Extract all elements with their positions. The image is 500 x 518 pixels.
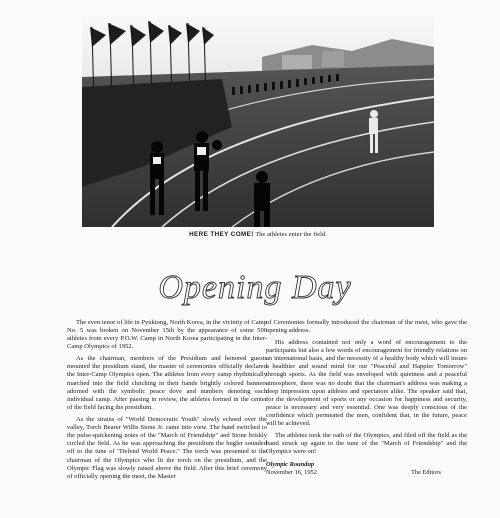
- paragraph: His address contained not only a word of encouragement to the participants but also a few words of encouragement for friendly relations on an international basis, and the necessity of a healthy body which will insure a healthier and sound mind for our "Peaceful and Happier Tomorrow" through sports. As the field was enveloped with quietness and a peaceful atmosphere, there was no doubt that the chairman's address was making a deep impression upon athletes and spectators alike. The speaker said that, for the development of sports or any occasion for happiness and security, peace is necessary and very essential. One was deeply conscious of the confidence which permeated the men, confident that, in the future, peace will be achieved.: [266, 338, 467, 428]
- title-graphic: [150, 262, 360, 310]
- article-column-right: [266, 319, 467, 481]
- paragraph: As the strains of "World Democratic Youth" slowly echoed over the valley, Torch Bearer Willis Stone Jr. came into view. The band switched to the pulse-quickening notes of the "March of Friendship" and Stone briskly circled the field. As he was approaching the presidium the bugler sounded off to the tune of "Defend World Peace." The torch was presented to the chairman of the Olympics who lit the torch on the presidium, and the Olympic Flag was slowly raised above the field. After this brief ceremony of officially opening the meet, the Master: [67, 415, 267, 480]
- title-text: Opening Day: [158, 269, 352, 306]
- article-title: [150, 262, 360, 310]
- caption-lead: HERE THEY COME!: [189, 231, 254, 238]
- caption-text: The athletes enter the field.: [255, 231, 327, 238]
- publication-date: November 16, 1952: [266, 468, 317, 476]
- paragraph: The athletes took the oath of the Olympics, and filed off the field as the band struck up again to the tune of the "March of Friendship" and the Olympics were on!: [266, 432, 467, 456]
- paragraph: The even tenor of life in Pyuktong, North Korea, in the vicinity of Camp No. 5 was broken on November 15th by the appearance of some 500 athletes from every P.O.W. Camp in North Korea participating in the Inter-Camp Olympics of 1952.: [67, 319, 267, 351]
- paragraph: As the chairman, members of the Presidium and honored guests mounted the presidium stand, the master of ceremonies officially declared the Inter-Camp Olympics open. The athletes from every camp rhythmically marched into the field clutching in their hands brightly colored banners adorned with the symbolic peace dove and numbers denoting each individual camp. After passing in review, the athletes formed in the center of the field facing the presidium.: [67, 355, 267, 412]
- photo-caption: [82, 231, 434, 238]
- article-column-left: [67, 319, 267, 484]
- signoff: [266, 461, 467, 481]
- photo-image: [82, 17, 434, 227]
- publication-name: Olympic Roundup: [266, 460, 315, 468]
- athletes-parade-photo: [82, 17, 434, 227]
- paragraph: of Ceremonies formally introduced the chairman of the meet, who gave the opening address.: [266, 319, 467, 335]
- author: The Editors: [411, 468, 441, 476]
